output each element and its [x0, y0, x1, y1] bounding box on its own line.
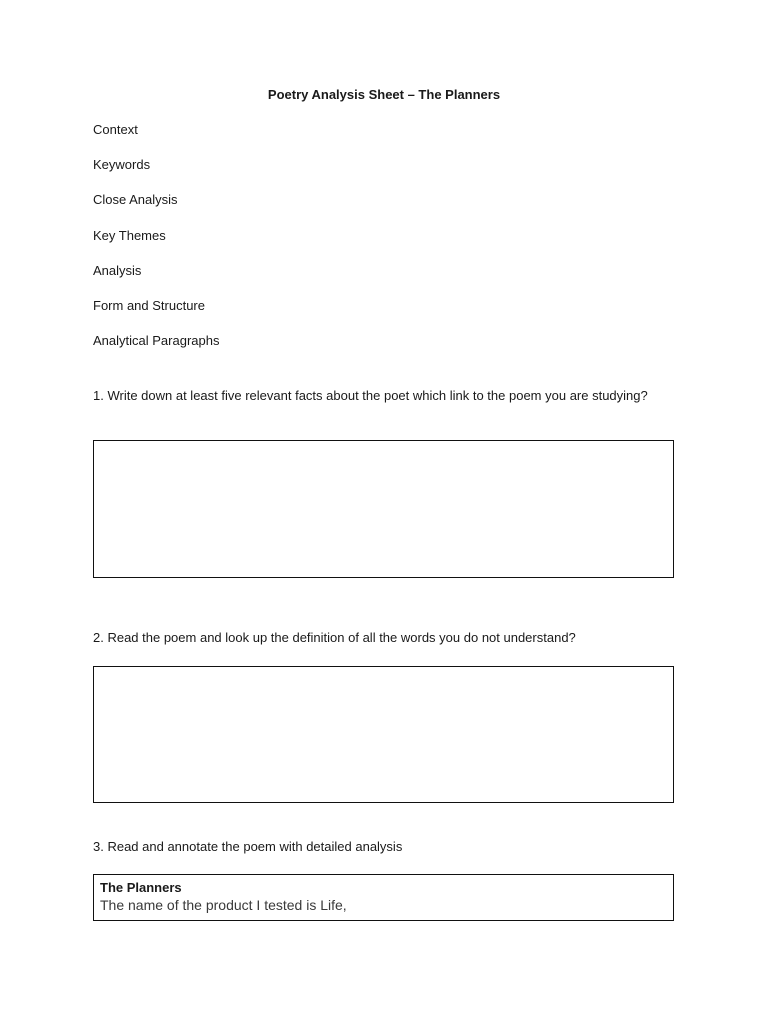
section-item-key-themes: Key Themes [93, 227, 166, 243]
section-item-analytical-paragraphs: Analytical Paragraphs [93, 333, 220, 349]
page-title: Poetry Analysis Sheet – The Planners [267, 87, 501, 102]
section-item-keywords: Keywords [93, 157, 151, 173]
question-2: 2. Read the poem and look up the definition of all the words you do not understand? [93, 630, 576, 645]
section-item-close-analysis: Close Analysis [93, 192, 178, 208]
section-item-context: Context [93, 122, 138, 137]
poem-box[interactable] [93, 874, 674, 921]
poem-line: The name of the product I tested is Life, [100, 897, 347, 913]
answer-box-2[interactable] [93, 666, 674, 803]
section-item-form-and-structure: Form and Structure [93, 297, 205, 313]
poem-title: The Planners [100, 880, 182, 895]
section-list [93, 122, 219, 368]
question-3: 3. Read and annotate the poem with detailed analysis [93, 839, 403, 854]
answer-box-1[interactable] [93, 440, 674, 578]
section-item-analysis: Analysis [93, 262, 142, 278]
question-1: 1. Write down at least five relevant facts about the poet which link to the poem you are studying? [93, 388, 648, 403]
